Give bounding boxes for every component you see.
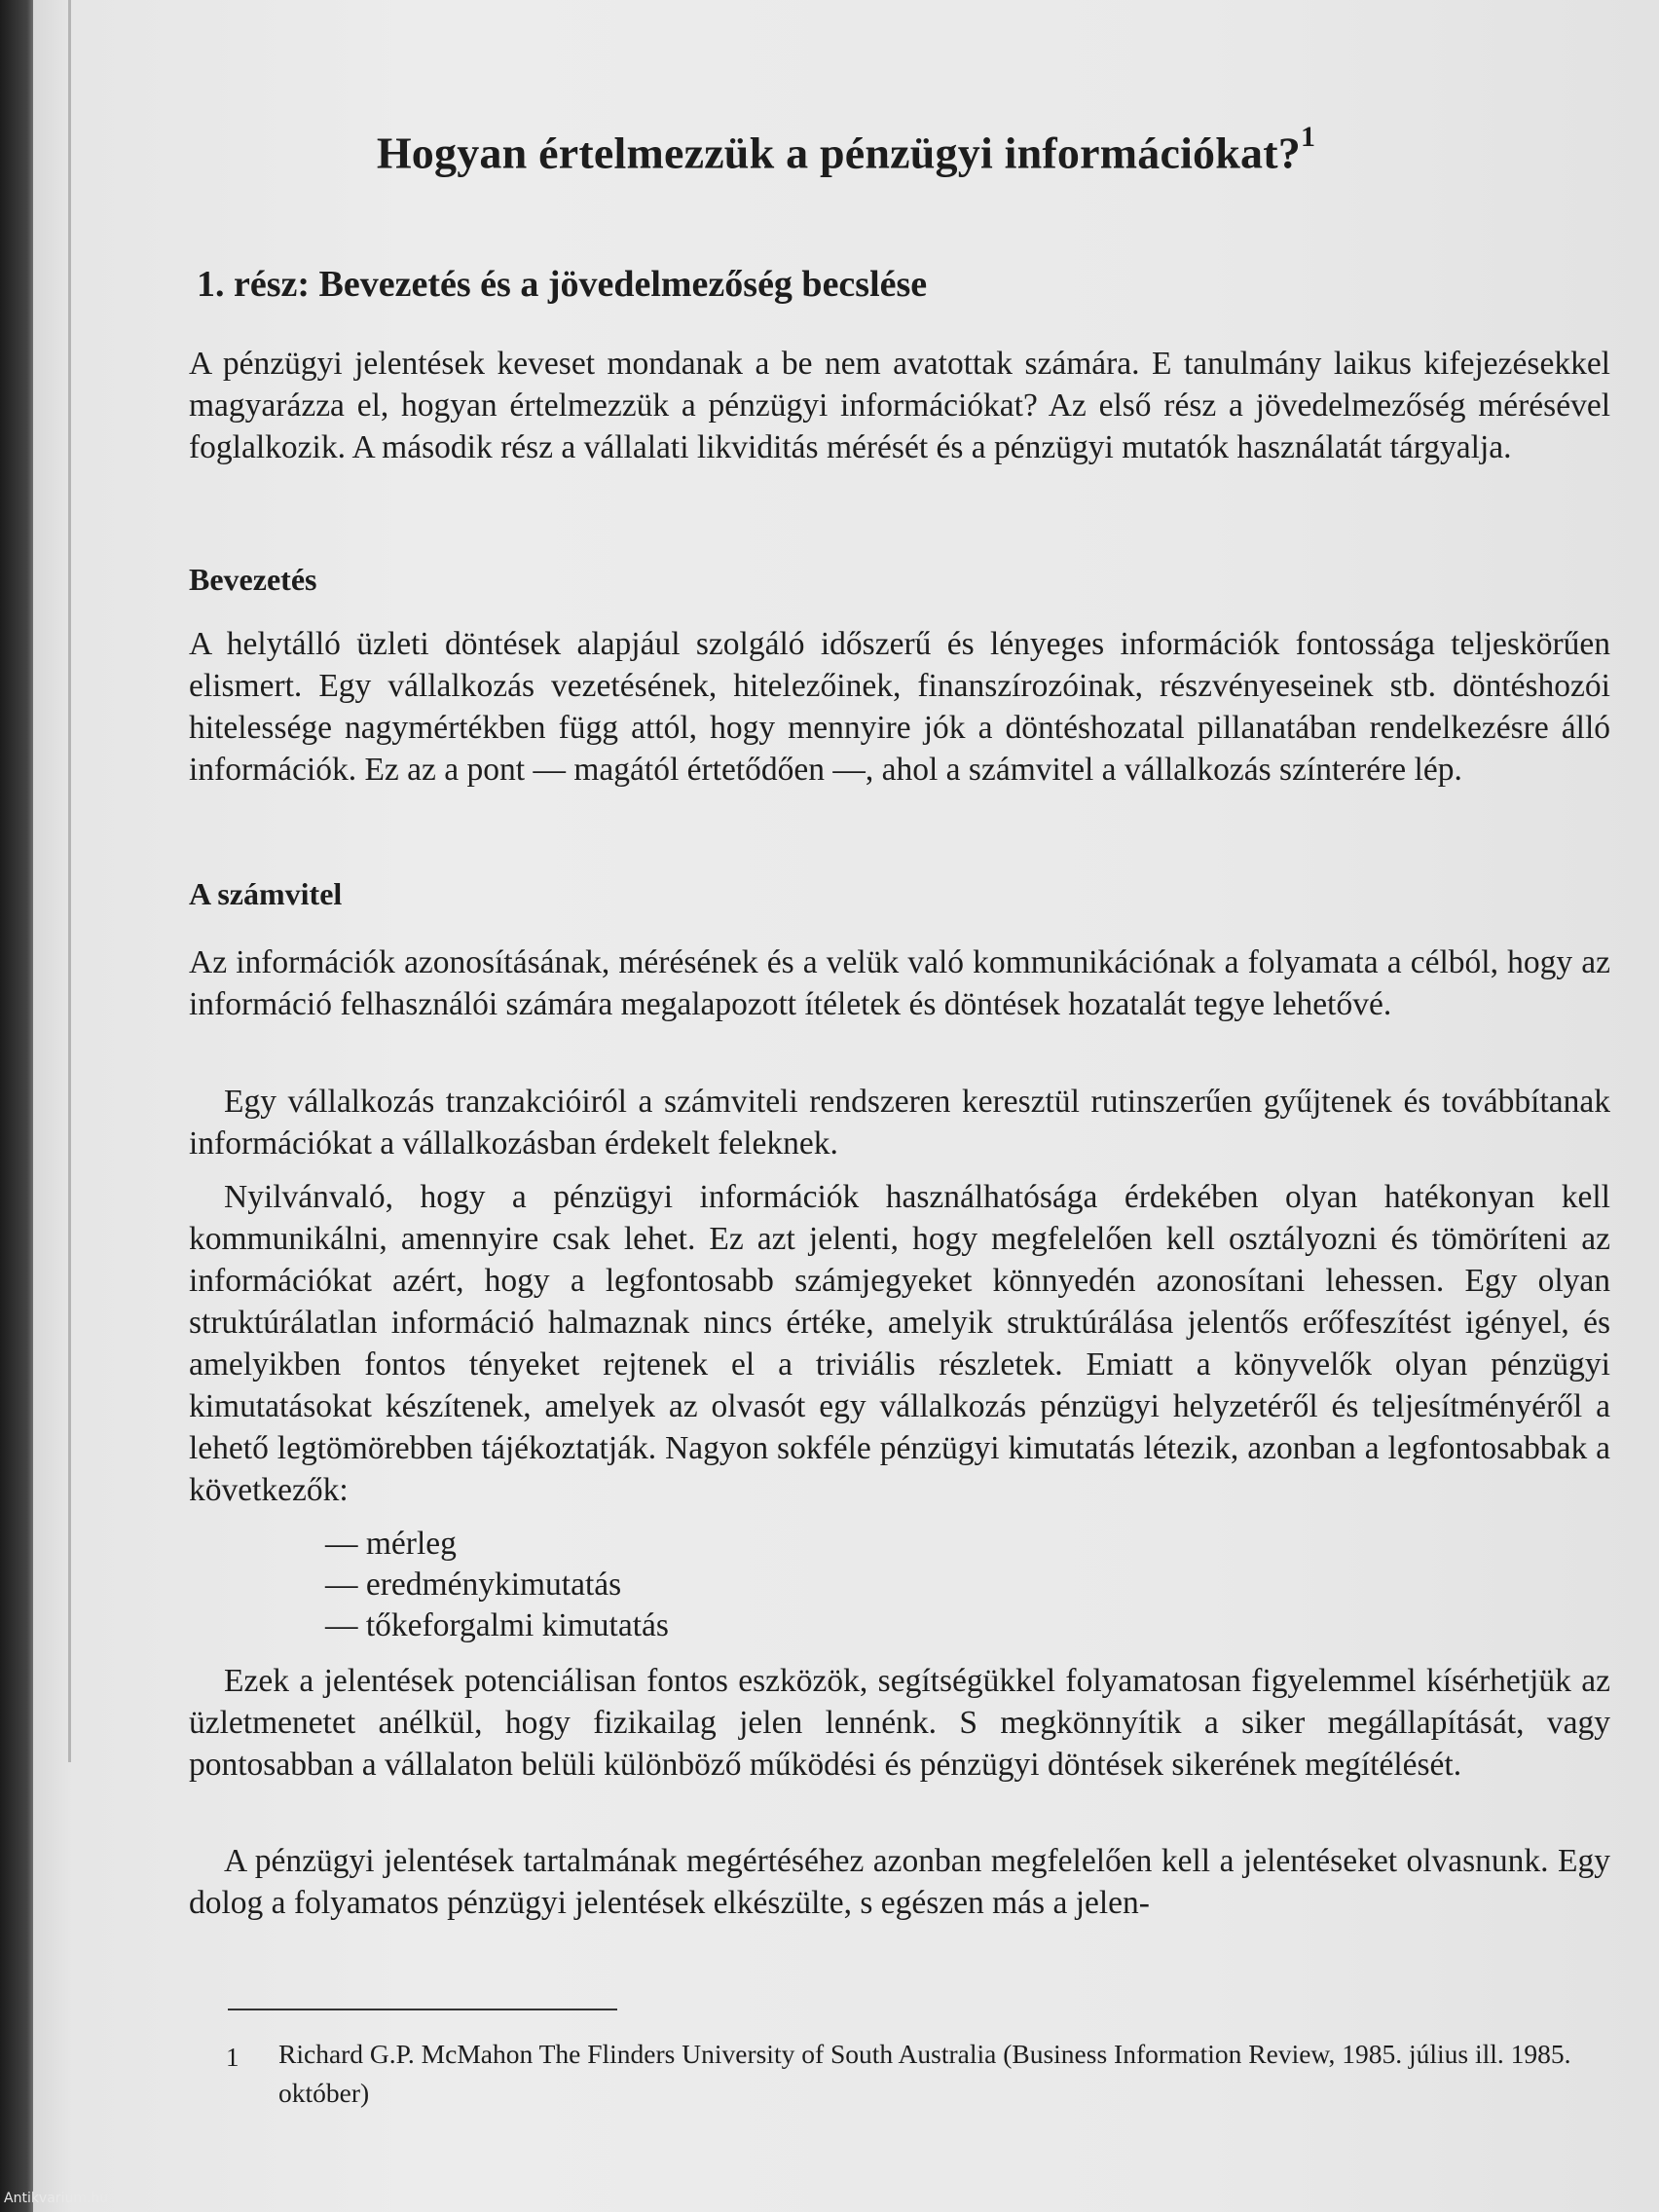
list-item: — mérleg — [325, 1526, 457, 1562]
footnote-text: Richard G.P. McMahon The Flinders University of South Australia (Business Information Review, 1985. július ill. 1985. október) — [278, 2039, 1571, 2108]
book-page — [33, 0, 1659, 2212]
part-heading: 1. rész: Bevezetés és a jövedelmezőség becslése — [197, 264, 928, 305]
statement-list — [325, 1524, 669, 1646]
section-heading-szamvitel: A számvitel — [189, 876, 343, 911]
watermark: Antikvarium.hu — [4, 2191, 109, 2206]
intro-paragraph: A pénzügyi jelentések keveset mondanak a be nem avatottak számára. E tanulmány laikus kifejezésekkel magyarázza el, hogyan értelmezzük a pénzügyi információkat? Az első rész a jövedelmezőség mérésével foglalkozik. A második rész a vállalati likviditás mérését és a pénzügyi mutatók használatát tárgyalja. — [189, 346, 1610, 465]
title-footnote-mark: 1 — [1300, 121, 1316, 153]
footnote-divider — [228, 2009, 617, 2010]
szamvitel-paragraph-1: Az információk azonosításának, mérésének és a velük való kommunikációnak a folyamata a célból, hogy az információ felhasználói számára megalapozott ítéletek és döntések hozatalát tegye lehetővé. — [189, 944, 1610, 1022]
szamvitel-paragraph-4: Ezek a jelentések potenciálisan fontos eszközök, segítségükkel folyamatosan figyelemmel kísérhetjük az üzletmenetet anélkül, hogy fizikailag jelen lennénk. S megkönnyítik a siker megállapítását, vagy pontosabban a vállalaton belüli különböző működési és pénzügyi döntések sikerének megítélését. — [189, 1663, 1610, 1783]
section-heading-bevezetes: Bevezetés — [189, 562, 317, 597]
szamvitel-paragraph-5: A pénzügyi jelentések tartalmának megértéséhez azonban megfelelően kell a jelentéseket olvasnunk. Egy dolog a folyamatos pénzügyi jelentések elkészülte, s egészen más a jelen- — [189, 1843, 1610, 1921]
szamvitel-paragraph-2: Egy vállalkozás tranzakcióiról a számviteli rendszeren keresztül rutinszerűen gyűjtenek és továbbítanak információkat a vállalkozásban érdekelt feleknek. — [189, 1084, 1610, 1161]
szamvitel-paragraph-3: Nyilvánvaló, hogy a pénzügyi információk használhatósága érdekében olyan hatékonyan kell kommunikálni, amennyire csak lehet. Ez azt jelenti, hogy megfelelően kell osztályozni és tömöríteni az információkat azért, hogy a legfontosabb számjegyeket könnyedén azonosítani lehessen. Egy olyan struktúrálatlan információ halmaznak nincs értéke, amelyik struktúrálása jelentős erőfeszítést igényel, és amelyikben fontos tényeket rejtenek el a triviális részletek. Emiatt a könyvelők olyan pénzügyi kimutatásokat készítenek, amelyek az olvasót egy vállalkozás pénzügyi helyzetéről és teljesítményéről a lehető legtömörebben tájékoztatják. Nagyon sokféle pénzügyi kimutatás létezik, azonban a legfontosabbak a következők: — [189, 1179, 1610, 1508]
page-title — [33, 121, 1659, 178]
list-item: — tőkeforgalmi kimutatás — [325, 1607, 669, 1643]
page-edge — [68, 0, 71, 1762]
list-item: — eredménykimutatás — [325, 1567, 622, 1603]
title-text: Hogyan értelmezzük a pénzügyi információkat? — [376, 128, 1301, 178]
footnote-number: 1 — [226, 2043, 240, 2072]
bevezetes-paragraph: A helytálló üzleti döntések alapjául szolgáló időszerű és lényeges információk fontossága teljeskörűen elismert. Egy vállalkozás vezetésének, hitelezőinek, finanszírozóinak, részvényeseinek stb. döntéshozói hitelessége nagymértékben függ attól, hogy mennyire jók a döntéshozatal pillanatában rendelkezésre álló információk. Ez az a pont — magától értetődően —, ahol a számvitel a vállalkozás színterére lép. — [189, 626, 1610, 788]
